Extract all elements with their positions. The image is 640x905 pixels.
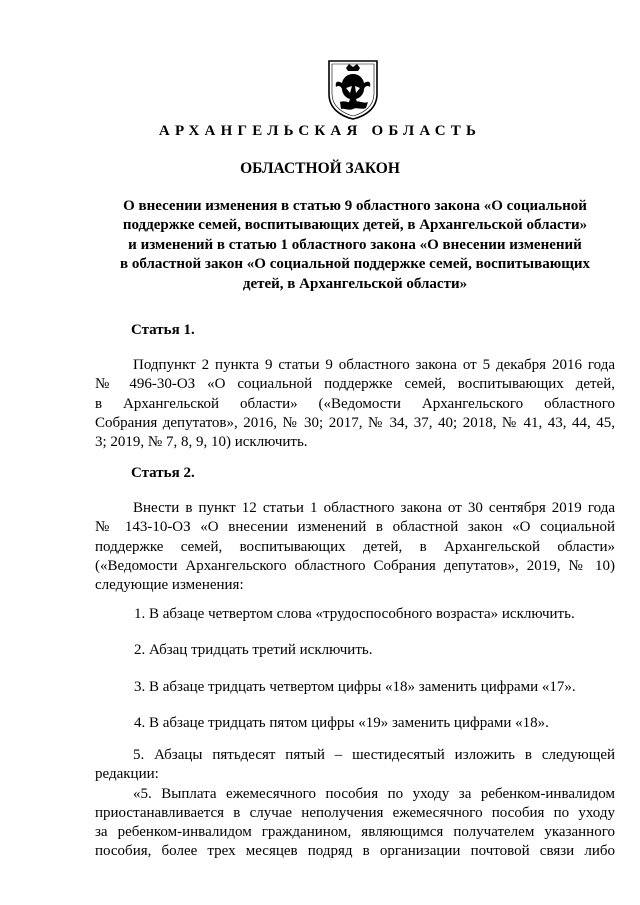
amendment-item-5 xyxy=(95,746,615,862)
amendment-item-4: 4. В абзаце тридцать пятом цифры «19» заменить цифрами «18». xyxy=(134,715,549,731)
text-line: за ребенком-инвалидом гражданином, являющимся получателем указанного xyxy=(95,824,615,841)
text-line: редакции: xyxy=(95,766,159,783)
region-name: АРХАНГЕЛЬСКАЯ ОБЛАСТЬ xyxy=(158,123,482,139)
law-title-line: поддержке семей, воспитывающих детей, в Архангельской области» xyxy=(122,217,588,234)
text-line: приостанавливается в случае неполучения ежемесячного пособия по уходу xyxy=(95,804,615,821)
law-title xyxy=(95,197,615,294)
text-line: поддержке семей, воспитывающих детей, в Архангельской области» xyxy=(95,538,615,555)
text-line: пособия, более трех месяцев подряд в организации почтовой связи либо xyxy=(95,843,615,860)
article-2-heading: Статья 2. xyxy=(131,465,195,481)
text-line: 3; 2019, № 7, 8, 9, 10) исключить. xyxy=(95,434,308,451)
article-2-text xyxy=(95,499,615,595)
text-line: следующие изменения: xyxy=(95,577,244,594)
law-title-line: в областной закон «О социальной поддержке семей, воспитывающих xyxy=(119,256,591,273)
law-title-line: и изменений в статью 1 областного закона «О внесении изменений xyxy=(128,236,582,253)
text-line: «5. Выплата ежемесячного пособия по уходу за ребенком-инвалидом xyxy=(133,785,615,802)
text-line: в Архангельской области» («Ведомости Архангельского областного xyxy=(95,395,615,412)
text-line: («Ведомости Архангельского областного Собрания депутатов», 2019, № 10) xyxy=(95,557,615,574)
coat-of-arms-icon xyxy=(326,58,380,120)
amendment-item-3: 3. В абзаце тридцать четвертом цифры «18» заменить цифрами «17». xyxy=(134,679,576,695)
text-line: Внести в пункт 12 статьи 1 областного закона от 30 сентября 2019 года xyxy=(133,500,615,516)
text-line: № 496-30-ОЗ «О социальной поддержке семей, воспитывающих детей, xyxy=(95,376,615,393)
amendment-item-2: 2. Абзац тридцать третий исключить. xyxy=(134,642,373,658)
article-1-text xyxy=(95,356,615,452)
text-line: Подпункт 2 пункта 9 статьи 9 областного закона от 5 декабря 2016 года xyxy=(133,357,615,373)
law-title-line: детей, в Архангельской области» xyxy=(242,275,468,292)
amendment-item-1: 1. В абзаце четвертом слова «трудоспособного возраста» исключить. xyxy=(134,606,575,622)
law-type: ОБЛАСТНОЙ ЗАКОН xyxy=(240,160,400,177)
text-line: № 143-10-ОЗ «О внесении изменений в областной закон «О социальной xyxy=(95,519,615,536)
text-line: 5. Абзацы пятьдесят пятый – шестидесятый изложить в следующей xyxy=(133,747,615,763)
article-1-heading: Статья 1. xyxy=(131,322,195,338)
text-line: Собрания депутатов», 2016, № 30; 2017, № 34, 37, 40; 2018, № 41, 43, 44, 45, xyxy=(95,414,615,431)
law-title-line: О внесении изменения в статью 9 областного закона «О социальной xyxy=(123,198,587,214)
